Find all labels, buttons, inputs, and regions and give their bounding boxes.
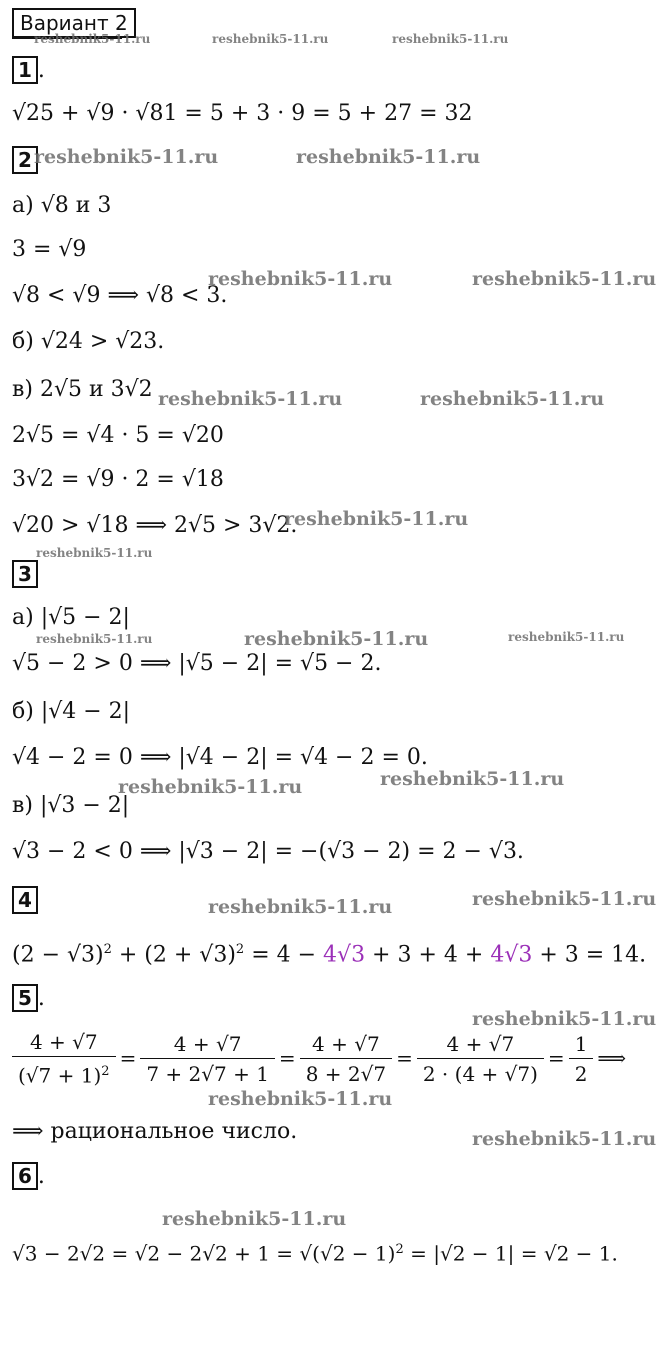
implies-arrow: ⟹ <box>597 1045 627 1070</box>
task-1-header: 1 . <box>12 56 45 85</box>
task-2c-line-3: √20 > √18 ⟹ 2√5 > 3√2. <box>12 513 298 538</box>
task-2c-statement: в) 2√5 и 3√2 <box>12 377 153 402</box>
equals-sign: = <box>119 1045 137 1070</box>
watermark: reshebnik5-11.ru <box>158 388 343 410</box>
watermark: reshebnik5-11.ru <box>508 630 625 644</box>
watermark: reshebnik5-11.ru <box>208 268 393 290</box>
watermark: reshebnik5-11.ru <box>36 632 153 646</box>
task-3c-statement: в) |√3 − 2| <box>12 793 130 818</box>
task-5-header: 5 . <box>12 984 45 1013</box>
watermark: reshebnik5-11.ru <box>34 146 219 168</box>
watermark: reshebnik5-11.ru <box>244 628 429 650</box>
expr-part: + (2 + √3) <box>111 942 236 968</box>
exponent: 2 <box>235 942 245 957</box>
task-number: 3 <box>12 560 38 588</box>
task-5-fraction-chain <box>8 1028 626 1091</box>
task-3c-solution: √3 − 2 < 0 ⟹ |√3 − 2| = −(√3 − 2) = 2 − √3. <box>12 839 524 864</box>
denominator: 8 + 2√7 <box>305 1061 387 1086</box>
exponent: 2 <box>395 1242 404 1257</box>
task-4-header <box>12 886 38 914</box>
watermark: reshebnik5-11.ru <box>296 146 481 168</box>
watermark: reshebnik5-11.ru <box>472 1008 657 1030</box>
task-2c-line-2: 3√2 = √9 · 2 = √18 <box>12 467 224 492</box>
numerator: 1 <box>569 1030 594 1059</box>
task-number: 5 <box>12 984 38 1012</box>
expr-part: = 4 − <box>244 942 324 968</box>
exponent: 2 <box>103 942 112 957</box>
expr-part: = √(√2 − 1) <box>269 1241 396 1266</box>
task-3b-statement: б) |√4 − 2| <box>12 699 131 724</box>
expr-part: = |√2 − 1| = √2 − 1. <box>403 1241 618 1266</box>
denominator <box>12 1057 116 1091</box>
expr-part: + 3 = 14. <box>532 942 647 968</box>
highlighted-term: 4√3 <box>323 942 366 968</box>
task-3a-solution: √5 − 2 > 0 ⟹ |√5 − 2| = √5 − 2. <box>12 651 382 676</box>
task-6-header: 6 . <box>12 1162 45 1191</box>
fraction-3 <box>300 1030 392 1089</box>
fraction-2 <box>140 1030 275 1089</box>
watermark: reshebnik5-11.ru <box>118 776 303 798</box>
task-number: 2 <box>12 146 38 174</box>
exponent: 2 <box>101 1064 110 1079</box>
expr-part: √3 − 2√2 <box>12 1241 106 1266</box>
task-6-solution <box>12 1236 618 1268</box>
watermark: reshebnik5-11.ru <box>208 896 393 918</box>
task-5-conclusion: ⟹ рациональное число. <box>12 1119 298 1144</box>
task-4-solution <box>12 936 646 969</box>
denominator: 2 · (4 + √7) <box>422 1061 538 1086</box>
equals-sign: = <box>547 1045 565 1070</box>
numerator: 4 + √7 <box>140 1030 275 1059</box>
numerator: 4 + √7 <box>12 1028 116 1057</box>
task-3a-statement: а) |√5 − 2| <box>12 605 130 630</box>
watermark: reshebnik5-11.ru <box>208 1088 393 1110</box>
expr-part: (2 − √3) <box>12 942 104 968</box>
task-2a-line-2: √8 < √9 ⟹ √8 < 3. <box>12 283 228 308</box>
denominator-base: (√7 + 1) <box>18 1063 102 1088</box>
equals-sign: = <box>396 1045 413 1070</box>
watermark: reshebnik5-11.ru <box>472 268 657 290</box>
task-number: 6 <box>12 1162 38 1190</box>
watermark: reshebnik5-11.ru <box>212 32 329 46</box>
watermark: reshebnik5-11.ru <box>34 32 151 46</box>
watermark: reshebnik5-11.ru <box>472 888 657 910</box>
denominator: 2 <box>574 1061 588 1086</box>
fraction-5 <box>569 1030 594 1089</box>
watermark: reshebnik5-11.ru <box>284 508 469 530</box>
numerator: 4 + √7 <box>300 1030 392 1059</box>
expr-part: = √2 − 2√2 + 1 <box>105 1241 270 1266</box>
task-1-solution: √25 + √9 · √81 = 5 + 3 · 9 = 5 + 27 = 32 <box>12 101 473 126</box>
numerator: 4 + √7 <box>417 1030 544 1059</box>
expr-part: + 3 + 4 + <box>365 942 491 968</box>
variant-title: Вариант 2 <box>12 8 136 38</box>
watermark: reshebnik5-11.ru <box>36 546 153 560</box>
highlighted-term: 4√3 <box>490 942 533 968</box>
watermark: reshebnik5-11.ru <box>472 1128 657 1150</box>
watermark: reshebnik5-11.ru <box>392 32 509 46</box>
task-2b-solution: б) √24 > √23. <box>12 329 165 354</box>
fraction-4 <box>417 1030 544 1089</box>
fraction-1 <box>12 1028 116 1091</box>
task-3b-solution: √4 − 2 = 0 ⟹ |√4 − 2| = √4 − 2 = 0. <box>12 745 428 770</box>
task-2a-line-1: 3 = √9 <box>12 237 87 262</box>
task-2c-line-1: 2√5 = √4 · 5 = √20 <box>12 423 224 448</box>
denominator: 7 + 2√7 + 1 <box>146 1061 269 1086</box>
watermark: reshebnik5-11.ru <box>380 768 565 790</box>
task-2a-statement: а) √8 и 3 <box>12 193 112 218</box>
task-number: 4 <box>12 886 38 914</box>
watermark: reshebnik5-11.ru <box>162 1208 347 1230</box>
task-number: 1 <box>12 56 38 84</box>
equals-sign: = <box>278 1045 296 1070</box>
watermark: reshebnik5-11.ru <box>420 388 605 410</box>
task-3-header <box>12 560 38 588</box>
